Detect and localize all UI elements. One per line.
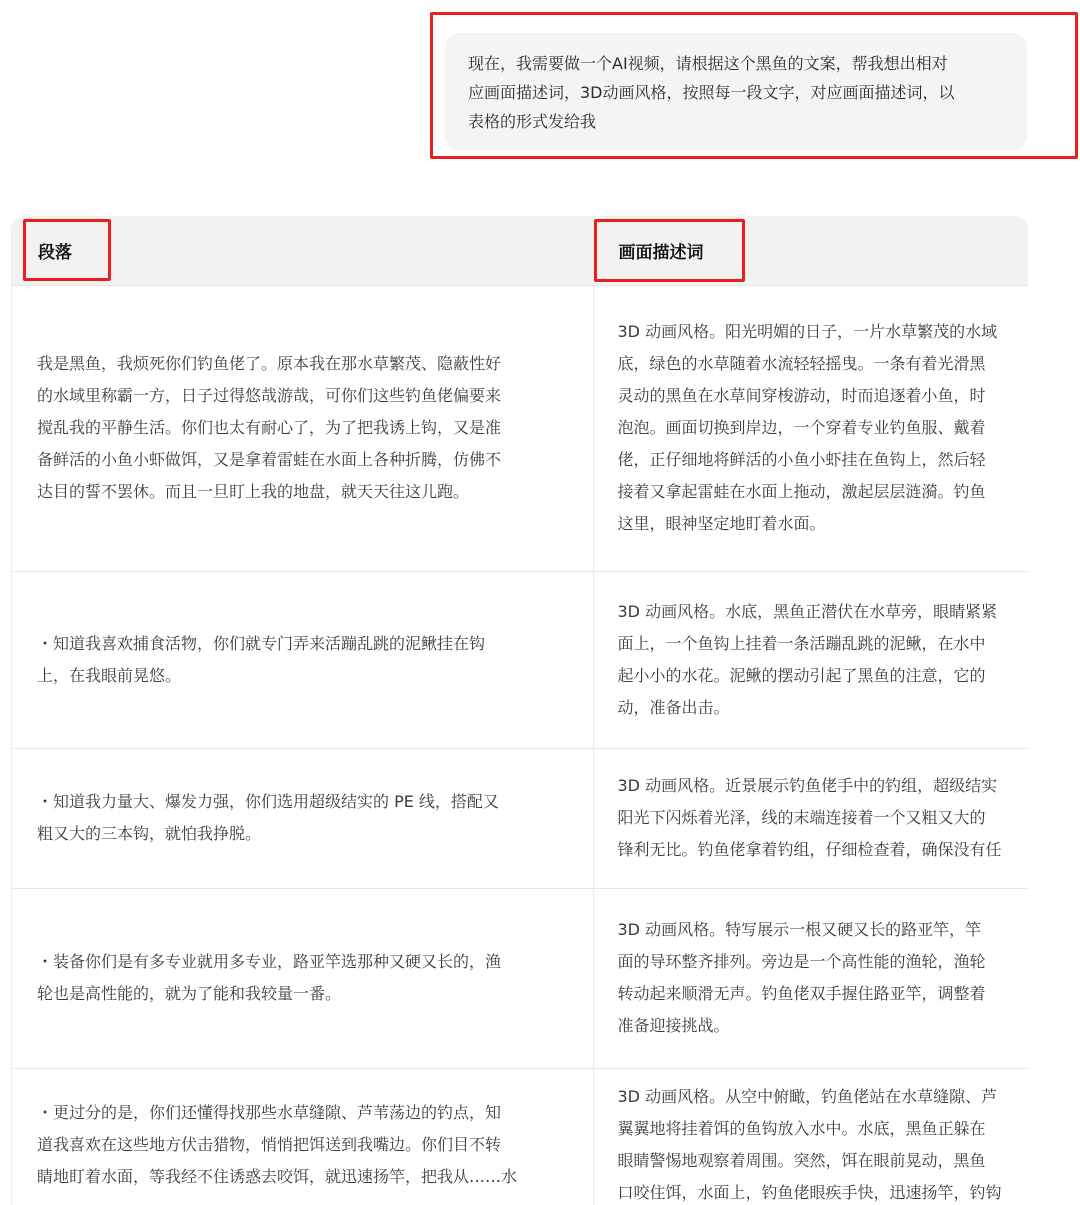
description-line: 阳光下闪烁着光泽，线的末端连接着一个又粗又大的: [617, 808, 986, 827]
description-line: 泡泡。画面切换到岸边，一个穿着专业钓鱼服、戴着: [617, 418, 986, 437]
paragraph-line: ・知道我喜欢捕食活物，你们就专门弄来活蹦乱跳的泥鳅挂在钩: [37, 633, 486, 653]
description-line: 锋利无比。钓鱼佬拿着钓组，仔细检查着，确保没有任: [617, 840, 1002, 859]
paragraph-cell: [12, 1068, 593, 1205]
description-line: 翼翼地将挂着饵的鱼钩放入水中。水底，黑鱼正躲在: [617, 1118, 986, 1138]
description-line: 接着又拿起雷蛙在水面上拖动，激起层层涟漪。钓鱼: [617, 482, 986, 501]
description-cell: [593, 285, 1028, 571]
description-line: 佬，正仔细地将鲜活的小鱼小虾挂在鱼钩上，然后轻: [617, 450, 986, 469]
description-line: 3D 动画风格。近景展示钓鱼佬手中的钓组，超级结实: [617, 776, 998, 795]
description-line: 灵动的黑鱼在水草间穿梭游动，时而追逐着小鱼，时: [617, 386, 986, 405]
paragraph-line: 达目的誓不罢休。而且一旦盯上我的地盘，就天天往这儿跑。: [37, 482, 470, 501]
table-header-row: [12, 216, 1028, 285]
description-cell: [593, 571, 1028, 748]
description-line: 口咬住饵，水面上，钓鱼佬眼疾手快，迅速扬竿，钓钩: [617, 1182, 1002, 1202]
paragraph-line: 备鲜活的小鱼小虾做饵，又是拿着雷蛙在水面上各种折腾，仿佛不: [37, 450, 502, 469]
description-line: 动，准备出击。: [617, 697, 730, 717]
header-paragraph: 段落: [12, 216, 593, 285]
paragraph-cell: [12, 748, 593, 888]
table-row: [12, 748, 1028, 888]
paragraph-line: 的水域里称霸一方，日子过得悠哉游哉，可你们这些钓鱼佬偏要来: [37, 386, 502, 405]
paragraph-line: 轮也是高性能的，就为了能和我较量一番。: [37, 984, 342, 1003]
response-table: [12, 216, 1028, 1205]
user-message-bubble: [445, 33, 1027, 150]
description-line: 转动起来顺滑无声。钓鱼佬双手握住路亚竿，调整着: [617, 984, 986, 1003]
description-cell: [593, 888, 1028, 1068]
user-message-line: 应画面描述词，3D动画风格，按照每一段文字，对应画面描述词，以: [468, 83, 955, 102]
description-cell: [593, 748, 1028, 888]
paragraph-line: 上，在我眼前晃悠。: [37, 665, 182, 685]
paragraph-line: ・知道我力量大、爆发力强，你们选用超级结实的 PE 线，搭配又: [37, 792, 499, 811]
description-line: 3D 动画风格。阳光明媚的日子，一片水草繁茂的水域: [617, 322, 998, 341]
description-line: 这里，眼神坚定地盯着水面。: [617, 514, 826, 533]
description-line: 面上，一个鱼钩上挂着一条活蹦乱跳的泥鳅，在水中: [617, 633, 986, 653]
description-line: 面的导环整齐排列。旁边是一个高性能的渔轮，渔轮: [617, 952, 986, 971]
paragraph-cell: [12, 888, 593, 1068]
paragraph-line: 我是黑鱼，我烦死你们钓鱼佬了。原本我在那水草繁茂、隐蔽性好: [37, 354, 502, 373]
table-row: [12, 888, 1028, 1068]
description-line: 底，绿色的水草随着水流轻轻摇曳。一条有着光滑黑: [617, 354, 986, 373]
description-line: 准备迎接挑战。: [617, 1016, 730, 1035]
paragraph-line: 睛地盯着水面，等我经不住诱惑去咬饵，就迅速扬竿，把我从……水: [37, 1166, 518, 1186]
table-row: [12, 571, 1028, 748]
paragraph-line: 道我喜欢在这些地方伏击猎物，悄悄把饵送到我嘴边。你们目不转: [37, 1134, 502, 1154]
paragraph-line: 搅乱我的平静生活。你们也太有耐心了，为了把我诱上钩，又是准: [37, 418, 502, 437]
response-table-container: [11, 216, 1028, 1205]
description-line: 3D 动画风格。从空中俯瞰，钓鱼佬站在水草缝隙、芦: [617, 1086, 998, 1106]
description-line: 眼睛警惕地观察着周围。突然，饵在眼前晃动，黑鱼: [617, 1150, 986, 1170]
user-message-line: 现在，我需要做一个AI视频，请根据这个黑鱼的文案，帮我想出相对: [468, 54, 948, 73]
description-line: 3D 动画风格。特写展示一根又硬又长的路亚竿，竿: [617, 920, 982, 939]
user-message-line: 表格的形式发给我: [468, 112, 597, 131]
description-cell: [593, 1068, 1028, 1205]
table-row: [12, 1068, 1028, 1205]
paragraph-cell: [12, 571, 593, 748]
paragraph-line: ・更过分的是，你们还懂得找那些水草缝隙、芦苇荡边的钓点，知: [37, 1102, 502, 1122]
paragraph-cell: [12, 285, 593, 571]
header-description: 画面描述词: [593, 216, 1028, 285]
description-line: 起小小的水花。泥鳅的摆动引起了黑鱼的注意，它的: [617, 665, 986, 685]
description-line: 3D 动画风格。水底，黑鱼正潜伏在水草旁，眼睛紧紧: [617, 601, 998, 621]
table-row: [12, 285, 1028, 571]
paragraph-line: 粗又大的三本钩，就怕我挣脱。: [37, 824, 262, 843]
paragraph-line: ・装备你们是有多专业就用多专业，路亚竿选那种又硬又长的，渔: [37, 952, 502, 971]
